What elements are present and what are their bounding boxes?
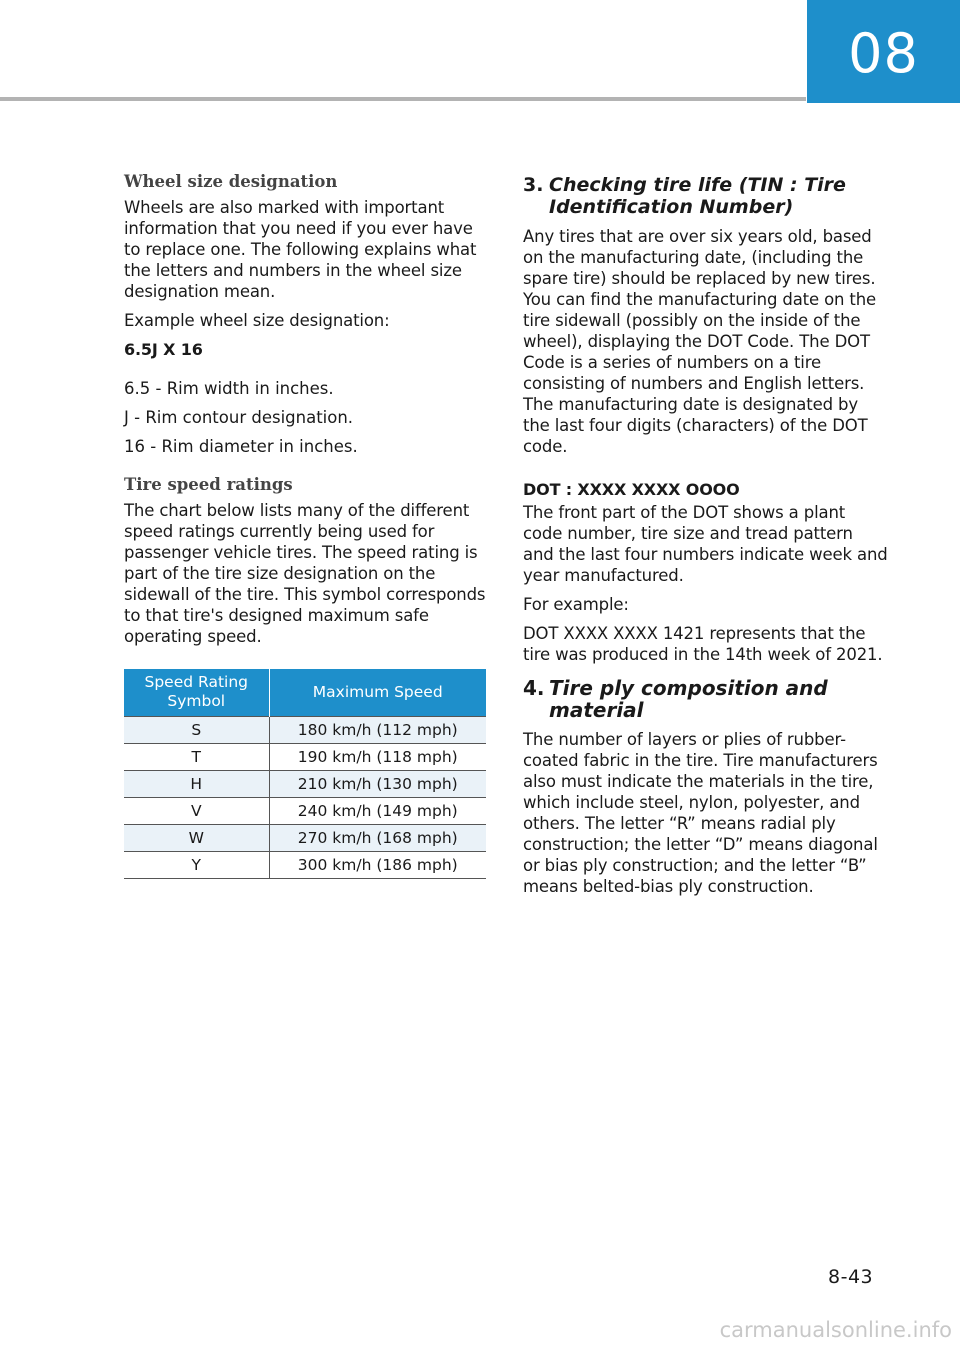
speed-ratings-paragraph: The chart below lists many of the different speed ratings currently being used for passenger vehicle tires. The speed rating is part of the tire size designation on the sidewall of the tire. This symbol corresponds to that tire's designed maximum safe operating speed. <box>124 501 486 646</box>
list-term: 16 - <box>124 437 162 456</box>
table-cell-symbol: H <box>124 770 269 797</box>
right-column <box>523 174 888 905</box>
list-desc: Rim diameter in inches. <box>161 437 358 456</box>
section-4-heading <box>523 677 888 721</box>
table-cell-speed: 240 km/h (149 mph) <box>269 797 486 824</box>
table-row <box>124 851 486 878</box>
list-item <box>124 407 486 428</box>
table-cell-speed: 210 km/h (130 mph) <box>269 770 486 797</box>
table-header-symbol: Speed Rating Symbol <box>124 669 269 716</box>
table-cell-symbol: S <box>124 716 269 743</box>
speed-rating-table <box>124 669 486 879</box>
table-row <box>124 716 486 743</box>
section-3-number: 3. <box>523 174 544 196</box>
section-4-number: 4. <box>523 676 545 700</box>
list-desc: Rim width in inches. <box>166 379 334 398</box>
wheel-example-value: 6.5J X 16 <box>124 340 203 359</box>
dot-code-format: DOT : XXXX XXXX OOOO <box>523 480 740 499</box>
table-cell-speed: 180 km/h (112 mph) <box>269 716 486 743</box>
table-row <box>124 743 486 770</box>
table-cell-speed: 300 km/h (186 mph) <box>269 851 486 878</box>
table-cell-symbol: V <box>124 797 269 824</box>
section-3-title: Checking tire life (TIN : Tire Identification Number) <box>549 174 846 218</box>
section-3-heading <box>523 174 888 218</box>
dot-example: DOT XXXX XXXX 1421 represents that the tire was produced in the 14th week of 2021. <box>523 624 883 664</box>
wheel-size-heading: Wheel size designation <box>124 172 338 191</box>
list-item <box>124 378 486 399</box>
list-desc: Rim contour designation. <box>145 408 354 427</box>
table-row <box>124 824 486 851</box>
wheel-example-intro: Example wheel size designation: <box>124 311 390 330</box>
section-3-paragraph: Any tires that are over six years old, based on the manufacturing date, (including the spare tire) should be replaced by new tires. You can find the manufacturing date on the tire sidewall (possibly on the inside of the wheel), displaying the DOT Code. The DOT Code is a series of numbers on a tire consisting of numbers and English letters. The manufacturing date is designated by the last four digits (characters) of the DOT code. <box>523 227 877 456</box>
table-row <box>124 770 486 797</box>
section-4-paragraph: The number of layers or plies of rubber-coated fabric in the tire. Tire manufacturers also must indicate the materials in the tire, which include steel, nylon, polyester, and others. The letter “R” means radial ply construction; the letter “D” means diagonal or bias ply construction; and the letter “B” means belted-bias ply construction. <box>523 730 878 896</box>
table-row <box>124 797 486 824</box>
list-term: 6.5 - <box>124 379 167 398</box>
list-item <box>124 436 486 457</box>
table-header-row <box>124 669 486 716</box>
table-cell-symbol: T <box>124 743 269 770</box>
table-cell-speed: 190 km/h (118 mph) <box>269 743 486 770</box>
section-4-title: Tire ply composition and material <box>549 676 828 722</box>
list-term: J - <box>124 408 146 427</box>
watermark: carmanualsonline.info <box>719 1318 952 1342</box>
header-rule <box>0 97 806 101</box>
table-header-speed: Maximum Speed <box>269 669 486 716</box>
table-cell-symbol: W <box>124 824 269 851</box>
speed-ratings-heading: Tire speed ratings <box>124 475 293 494</box>
dot-explanation: The front part of the DOT shows a plant code number, tire size and tread pattern and the last four numbers indicate week and year manufactured. <box>523 503 888 585</box>
left-column <box>124 172 486 879</box>
page-number: 8-43 <box>828 1266 874 1288</box>
chapter-tab: 08 <box>807 0 960 103</box>
table-cell-symbol: Y <box>124 851 269 878</box>
example-intro: For example: <box>523 595 629 614</box>
wheel-size-paragraph: Wheels are also marked with important information that you need if you ever have to replace one. The following explains what the letters and numbers in the wheel size designation mean. <box>124 198 477 301</box>
table-cell-speed: 270 km/h (168 mph) <box>269 824 486 851</box>
